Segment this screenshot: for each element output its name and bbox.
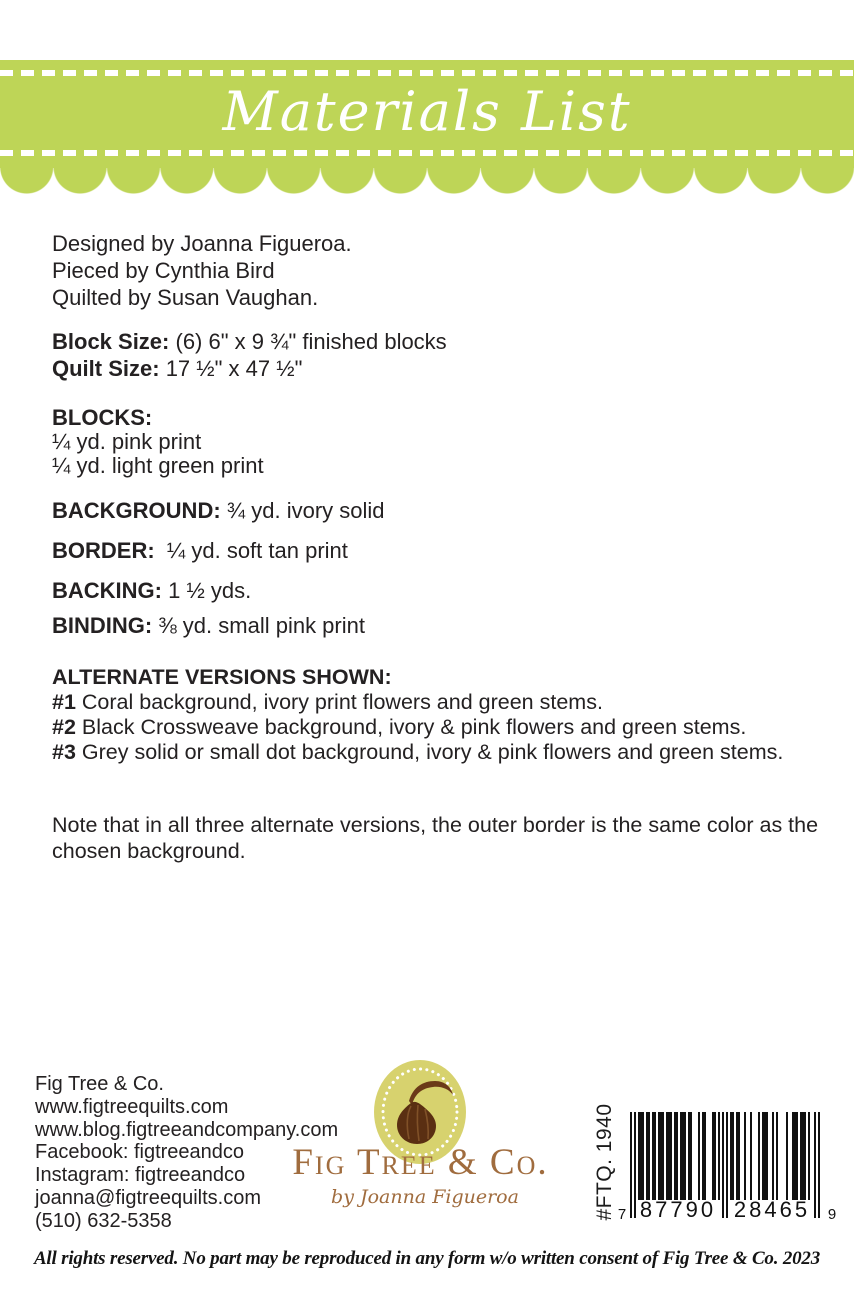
copyright-line: All rights reserved. No part may be reproduced in any form w/o written consent of Fig Tree & Co. 2023 [33, 1248, 821, 1269]
title-banner [0, 60, 854, 168]
brand-byline: by Joanna Figueroa [331, 1186, 519, 1208]
alternate-item [52, 690, 838, 715]
binding-value: ⅜ yd. small pink print [158, 613, 365, 638]
blocks-section [52, 406, 264, 478]
alternate-text: Black Crossweave background, ivory & pink flowers and green stems. [81, 715, 747, 739]
facebook-handle: Facebook: figtreeandco [35, 1141, 245, 1164]
binding-row [52, 614, 365, 638]
note-paragraph: Note that in all three alternate versions, the outer border is the same color as the chosen background. [52, 813, 819, 863]
alternates-heading: ALTERNATE VERSIONS SHOWN: [52, 665, 392, 689]
barcode-left-digit: 7 [617, 1206, 627, 1222]
instagram-handle: Instagram: figtreeandco [35, 1164, 246, 1187]
blocks-heading: BLOCKS: [52, 405, 153, 430]
alternate-versions-section [52, 665, 838, 765]
alternate-text: Grey solid or small dot background, ivory & pink flowers and green stems. [81, 740, 784, 764]
credit-line: Quilted by Susan Vaughan. [52, 285, 319, 310]
quilt-size-label: Quilt Size: [52, 356, 160, 381]
background-value: ¾ yd. ivory solid [226, 498, 385, 523]
backing-label: BACKING: [52, 578, 162, 603]
phone-number: (510) 632-5358 [35, 1209, 172, 1232]
block-size-line [52, 328, 447, 355]
pattern-item-number: #FTQ. 1940 [593, 1103, 616, 1221]
alternate-item [52, 740, 838, 765]
dashed-stitch-line-bottom [0, 150, 854, 156]
credit-line: Designed by Joanna Figueroa. [52, 231, 352, 256]
website-url: www.figtreequilts.com [35, 1095, 229, 1118]
backing-row [52, 579, 251, 603]
binding-label: BINDING: [52, 613, 153, 638]
page-title: Materials List [222, 79, 632, 143]
scalloped-edge [0, 167, 854, 195]
backing-value: 1 ½ yds. [168, 578, 252, 603]
alternate-item [52, 715, 838, 740]
blog-url: www.blog.figtreeandcompany.com [35, 1118, 339, 1141]
quilt-size-line [52, 355, 447, 382]
border-row [52, 539, 348, 563]
blocks-item: ¼ yd. pink print [52, 429, 202, 454]
alternate-text: Coral background, ivory print flowers and green stems. [81, 690, 603, 714]
brand-wordmark: Fig Tree & Co. [292, 1142, 549, 1183]
block-size-value: (6) 6" x 9 ¾" finished blocks [175, 329, 447, 354]
email-address: joanna@figtreequilts.com [35, 1186, 261, 1209]
alternate-number: #1 [52, 690, 76, 714]
barcode [614, 1112, 840, 1222]
border-value: ¼ yd. soft tan print [166, 538, 348, 563]
alternate-number: #3 [52, 740, 76, 764]
barcode-right-digit: 9 [827, 1206, 837, 1222]
background-row [52, 499, 385, 523]
barcode-right-group: 28465 [733, 1197, 811, 1222]
quilt-size-value: 17 ½" x 47 ½" [165, 356, 303, 381]
credits-block [52, 230, 352, 311]
barcode-left-group: 87790 [639, 1197, 717, 1222]
alternate-number: #2 [52, 715, 76, 739]
border-label: BORDER: [52, 538, 155, 563]
credit-line: Pieced by Cynthia Bird [52, 258, 275, 283]
company-name: Fig Tree & Co. [35, 1073, 164, 1095]
block-size-label: Block Size: [52, 329, 170, 354]
blocks-item: ¼ yd. light green print [52, 453, 264, 478]
background-label: BACKGROUND: [52, 498, 221, 523]
sizes-block [52, 328, 447, 382]
